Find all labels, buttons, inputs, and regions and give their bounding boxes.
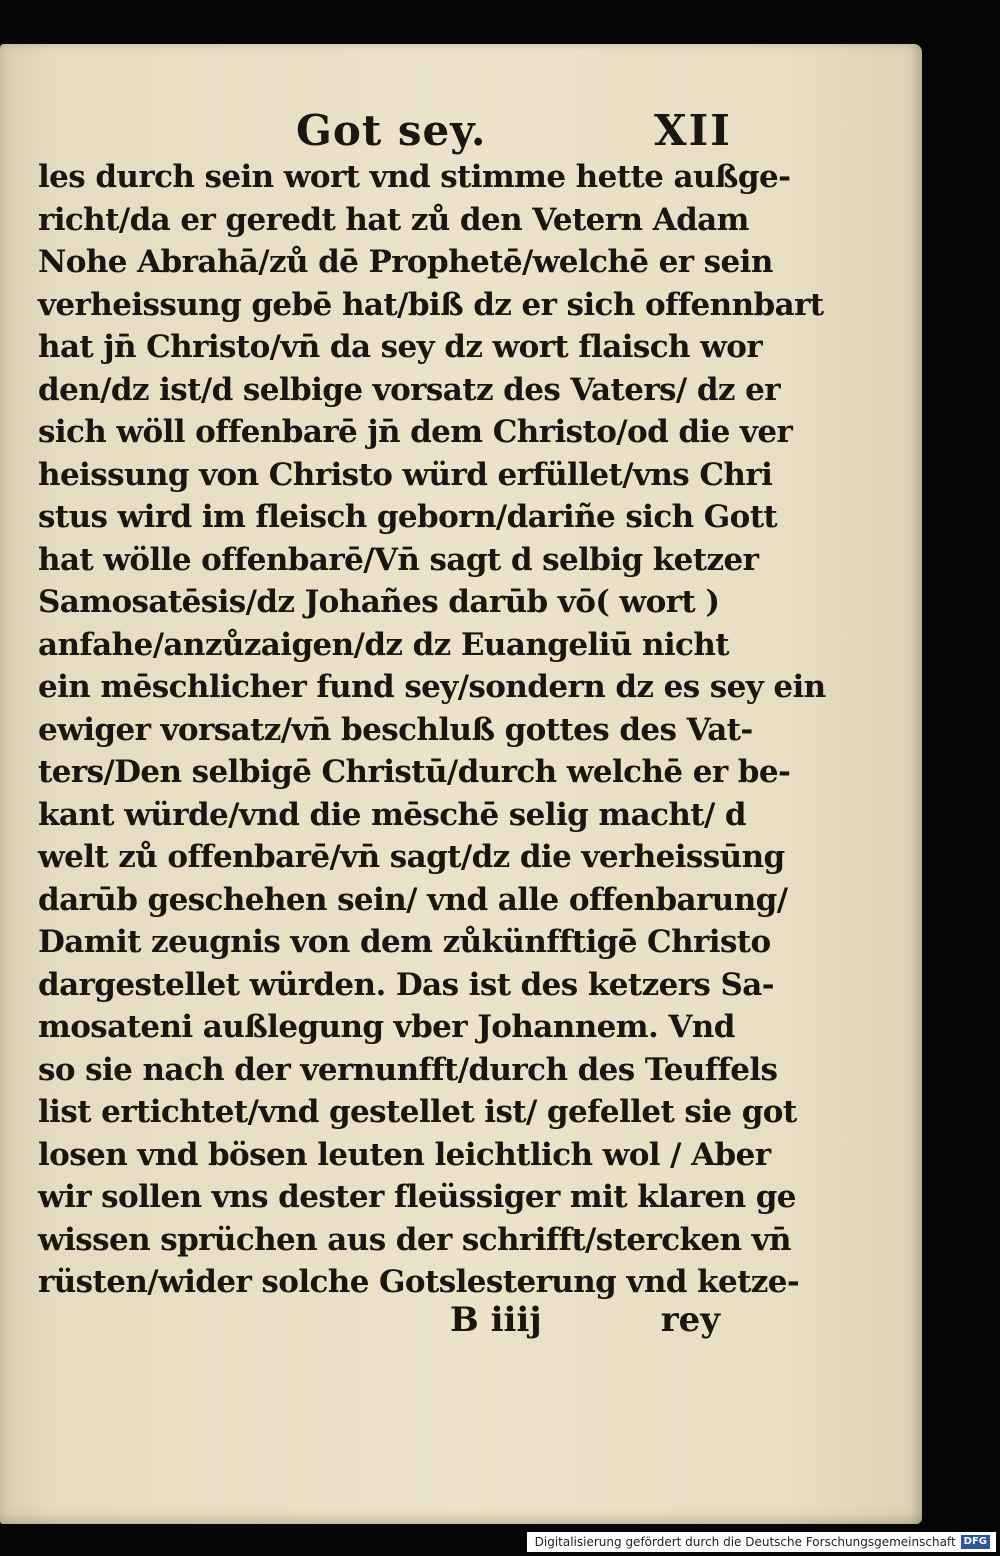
- text-line: dargestellet würden. Das ist des ketzers Sa-: [38, 966, 775, 1003]
- text-line: ewiger vorsatz/vn̄ beschluß gottes des Vat-: [38, 711, 753, 748]
- text-line: list ertichtet/vnd gestellet ist/ gefellet sie got: [38, 1094, 797, 1130]
- text-line: wissen sprüchen aus der schrifft/stercken vn̄: [38, 1221, 791, 1258]
- digitization-footer: [527, 1532, 996, 1552]
- catchword: rey: [660, 1300, 720, 1340]
- text-line: losen vnd bösen leuten leichtlich wol / Aber: [38, 1136, 771, 1173]
- text-line: kant würde/vnd die mēschē selig macht/ d: [38, 796, 746, 833]
- text-block: [38, 156, 826, 1304]
- text-line: mosateni außlegung vber Johannem. Vnd: [38, 1009, 735, 1045]
- text-line: darūb geschehen sein/ vnd alle offenbarung/: [38, 881, 788, 918]
- text-line: ters/Den selbigē Christū/durch welchē er be-: [38, 754, 791, 790]
- signature-line: [450, 1300, 720, 1350]
- text-line: den/dz ist/d selbige vorsatz des Vaters/ dz er: [38, 371, 780, 408]
- dfg-logo-icon: DFG: [961, 1535, 990, 1549]
- text-line: rüsten/wider solche Gotslesterung vnd ketze-: [38, 1264, 800, 1300]
- folio-number: XII: [654, 106, 732, 155]
- signature-mark: B iiij: [450, 1300, 542, 1340]
- text-line: stus wird im fleisch geborn/dariñe sich Gott: [38, 499, 778, 535]
- running-head: Got sey.: [296, 106, 487, 155]
- footer-text: Digitalisierung gefördert durch die Deutsche Forschungsgemeinschaft: [534, 1535, 956, 1549]
- text-line: les durch sein wort vnd stimme hette außge-: [38, 159, 791, 195]
- text-line: sich wöll offenbarē jn̄ dem Christo/od die ver: [38, 414, 793, 450]
- text-line: hat wölle offenbarē/Vn̄ sagt d selbig ketzer: [38, 541, 759, 578]
- text-line: heissung von Christo würd erfüllet/vns Chri: [38, 456, 773, 493]
- text-line: Damit zeugnis von dem zůkünfftigē Christo: [38, 924, 771, 960]
- text-line: Samosatēsis/dz Johañes darūb vō( wort ): [38, 584, 720, 620]
- text-line: anfahe/anzůzaigen/dz dz Euangeliū nicht: [38, 626, 729, 663]
- text-line: so sie nach der vernunfft/durch des Teuffels: [38, 1051, 778, 1088]
- text-line: ein mēschlicher fund sey/sondern dz es sey ein: [38, 669, 826, 705]
- text-line: hat jn̄ Christo/vn̄ da sey dz wort flaisch wor: [38, 329, 763, 365]
- text-line: Nohe Abrahā/zů dē Prophetē/welchē er sein: [38, 244, 773, 280]
- text-line: wir sollen vns dester fleüssiger mit klaren ge: [38, 1179, 796, 1215]
- text-line: verheissung gebē hat/biß dz er sich offennbart: [38, 286, 824, 323]
- text-line: richt/da er geredt hat zů den Vetern Adam: [38, 201, 749, 238]
- text-line: welt zů offenbarē/vn̄ sagt/dz die verheissūng: [38, 839, 785, 875]
